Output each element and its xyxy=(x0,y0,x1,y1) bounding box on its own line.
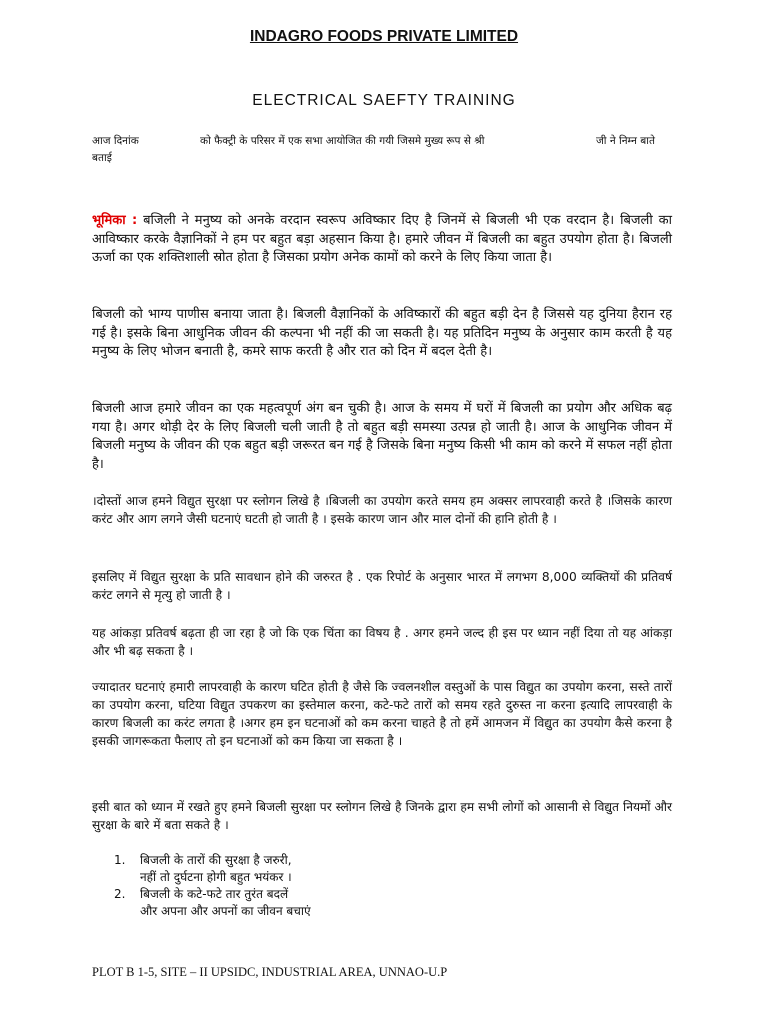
list-item-number: 2. xyxy=(114,887,126,901)
paragraph-4: इसलिए में विद्युत सुरक्षा के प्रति सावधान होने की जरुरत है . एक रिपोर्ट के अनुसार भारत में लगभग 8,000 व्यक्तियों की प्रतिवर्ष करंट लगने से मृत्यु हो जाती है । xyxy=(92,570,672,602)
date-label: आज दिनांक xyxy=(92,135,139,147)
paragraph-5: यह आंकड़ा प्रतिवर्ष बढ़ता ही जा रहा है जो कि एक चिंता का विषय है . अगर हमने जल्द ही इस पर ध्यान नहीं दिया तो यह आंकड़ा और भी बढ़ सकता है । xyxy=(92,626,672,658)
list-item-line-1: बिजली के कटे-फटे तार तुरंत बदलें xyxy=(140,887,289,901)
intro-middle-text: को फैक्ट्री के परिसर में एक सभा आयोजित की गयी जिसमे मुख्य रूप से श्री xyxy=(200,135,485,147)
intro-line-2: बताई xyxy=(92,152,112,164)
paragraph-2: बिजली आज हमारे जीवन का एक महत्वपूर्ण अंग बन चुकी है। आज के समय में घरों में बिजली का प्रयोग और अधिक बढ़ गया है। अगर थोड़ी देर के लिए बिजली चली जाती है तो बहुत बड़ी समस्या उत्पन्न हो जाती है। आज के आधुनिक जीवन में बिजली मनुष्य के जीवन की एक बहुत बड़ी जरूरत बन गई है जिसके बिना मनुष्य किसी भी काम को करने में सफल नहीं होता है। xyxy=(92,401,672,472)
document-title: ELECTRICAL SAEFTY TRAINING xyxy=(252,92,516,109)
list-item-line-2: नहीं तो दुर्घटना होगी बहुत भयंकर । xyxy=(140,870,292,884)
list-item xyxy=(114,886,674,920)
intro-line-1 xyxy=(92,133,672,150)
paragraph-3: ।दोस्तों आज हमने विद्युत सुरक्षा पर स्लोगन लिखे है ।बिजली का उपयोग करते समय हम अक्सर लापरवाही करते है ।जिसके कारण करंट और आग लगने जैसी घटनाएं घटती हो जाती है । इसके कारण जान और माल दोनों की हानि होती है । xyxy=(92,494,672,526)
footer-address: PLOT B 1-5, SITE – II UPSIDC, INDUSTRIAL AREA, UNNAO-U.P xyxy=(92,965,448,979)
slogan-list xyxy=(114,852,674,920)
company-name: INDAGRO FOODS PRIVATE LIMITED xyxy=(249,28,519,45)
intro-end-text: जी ने निम्न बाते xyxy=(596,135,655,147)
list-item-line-1: बिजली के तारों की सुरक्षा है जरुरी, xyxy=(140,853,292,867)
bhumika-text: बजिली ने मनुष्य को अनके वरदान स्वरूप अविष्कार दिए है जिनमें से बिजली भी एक वरदान है। बिजली का आविष्कार करके वैज्ञानिकों ने हम पर बहुत बड़ा अहसान किया है। हमारे जीवन में बिजली का बहुत उपयोग होता है। बिजली ऊर्जा का एक शक्तिशाली स्रोत होता है जिसका प्रयोग अनेक कामों को करने के लिए किया जाता है। xyxy=(92,213,673,265)
bhumika-paragraph xyxy=(92,212,672,268)
bhumika-label: भूमिका : xyxy=(92,213,138,228)
list-item-line-2: और अपना और अपनों का जीवन बचाएं xyxy=(140,904,311,918)
list-item xyxy=(114,852,674,886)
paragraph-1: बिजली को भाग्य पाणीस बनाया जाता है। बिजली वैज्ञानिकों के अविष्कारों की बहुत बड़ी देन है जिससे यह दुनिया हैरान रह गई है। इसके बिना आधुनिक जीवन की कल्पना भी नहीं की जा सकती है। यह प्रतिदिन मनुष्य के अनुसार काम करती है यह मनुष्य के लिए भोजन बनाती है, कमरे साफ करती है और रात को दिन में बदल देती है। xyxy=(92,307,672,359)
paragraph-7: इसी बात को ध्यान में रखते हुए हमने बिजली सुरक्षा पर स्लोगन लिखे है जिनके द्वारा हम सभी लोगों को आसानी से विद्युत नियमों और सुरक्षा के बारे में बता सकते है । xyxy=(92,800,672,832)
list-item-number: 1. xyxy=(114,853,126,867)
paragraph-6: ज्यादातर घटनाएं हमारी लापरवाही के कारण घटित होती है जैसे कि ज्वलनशील वस्तुओं के पास विद्युत का उपयोग करना, सस्ते तारों का उपयोग करना, घटिया विद्युत उपकरण का इस्तेमाल करना, कटे-फटे तारों को समय रहते दुरुस्त ना करना इत्यादि लापरवाही के कारण बिजली का करंट लगता है ।अगर हम इन घटनाओं को कम करना चाहते है तो हमें आमजन में विद्युत का उपयोग कैसे करना है इसकी जागरूकता फैलाए तो इन घटनाओं को कम किया जा सकता है । xyxy=(92,680,672,748)
intro-block xyxy=(92,133,672,167)
